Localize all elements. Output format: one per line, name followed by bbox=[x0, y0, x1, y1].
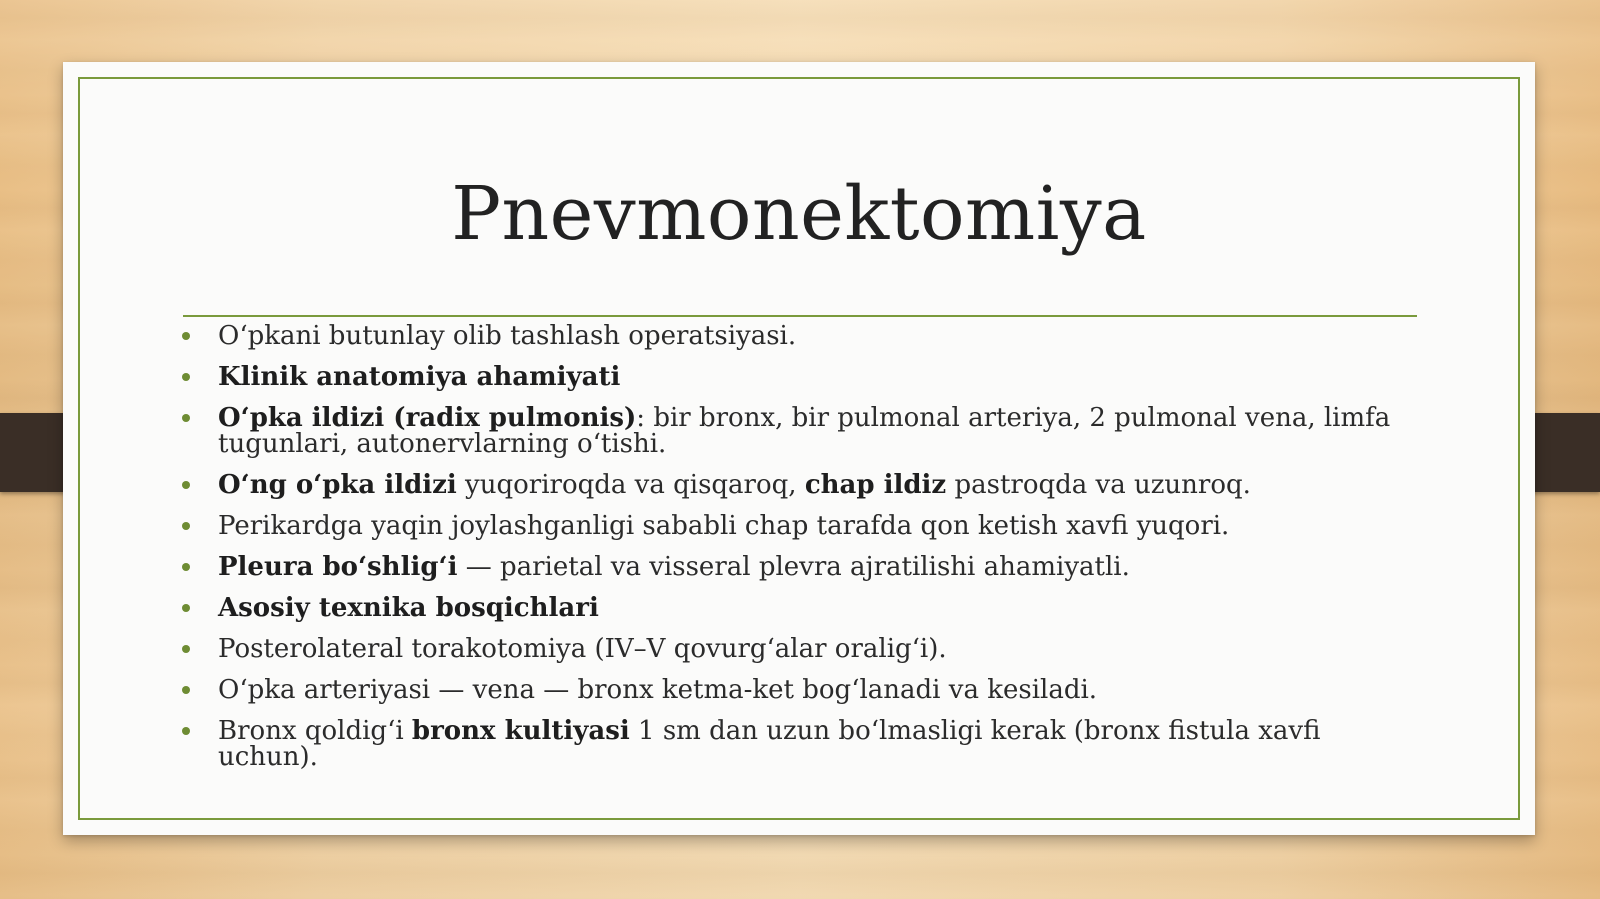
bullet-bold-text: chap ildiz bbox=[804, 470, 947, 500]
bullet-item bbox=[218, 405, 1418, 457]
bullet-item bbox=[218, 677, 1418, 703]
bullet-text: Bronx qoldig‘i bbox=[218, 716, 412, 746]
bullet-dot-icon bbox=[182, 414, 190, 422]
title-divider bbox=[183, 315, 1417, 317]
bullet-text: Posterolateral torakotomiya (IV–V qovurg‘alar oralig‘i). bbox=[218, 634, 947, 664]
bullet-bold-text: Klinik anatomiya ahamiyati bbox=[218, 362, 621, 392]
bullet-item bbox=[218, 554, 1418, 580]
bullet-bold-text: bronx kultiyasi bbox=[411, 716, 630, 746]
bullet-dot-icon bbox=[182, 522, 190, 530]
bullet-dot-icon bbox=[182, 563, 190, 571]
bullet-bold-text: O‘ng o‘pka ildizi bbox=[218, 470, 457, 500]
bullet-list bbox=[218, 323, 1418, 770]
bullet-item bbox=[218, 636, 1418, 662]
bullet-item bbox=[218, 513, 1418, 539]
bullet-dot-icon bbox=[182, 332, 190, 340]
bullet-dot-icon bbox=[182, 481, 190, 489]
bullet-item bbox=[218, 472, 1418, 498]
bullet-dot-icon bbox=[182, 645, 190, 653]
bullet-text: pastroqda va uzunroq. bbox=[946, 470, 1251, 500]
bullet-text: — parietal va visseral plevra ajratilishi ahamiyatli. bbox=[457, 552, 1130, 582]
bullet-bold-text: Pleura bo‘shlig‘i bbox=[218, 552, 458, 582]
bullet-item bbox=[218, 718, 1418, 770]
bullet-bold-text: O‘pka ildizi (radix pulmonis) bbox=[218, 403, 637, 433]
bullet-dot-icon bbox=[182, 686, 190, 694]
bullet-dot-icon bbox=[182, 727, 190, 735]
bullet-text: 1 sm dan uzun bo‘lmasligi kerak (bronx fistula xavfi uchun). bbox=[218, 716, 1321, 772]
bullet-text: O‘pkani butunlay olib tashlash operatsiyasi. bbox=[218, 321, 797, 351]
bullet-item bbox=[218, 364, 1418, 390]
bullet-text: yuqoriroqda va qisqaroq, bbox=[456, 470, 805, 500]
bullet-dot-icon bbox=[182, 604, 190, 612]
bullet-dot-icon bbox=[182, 373, 190, 381]
bullet-text: : bir bronx, bir pulmonal arteriya, 2 pulmonal vena, limfa tugunlari, autonervlarning o‘tishi. bbox=[218, 403, 1391, 459]
slide-title: Pnevmonektomiya bbox=[451, 171, 1147, 257]
bullet-text: Perikardga yaqin joylashganligi sababli chap tarafda qon ketish xavfi yuqori. bbox=[218, 511, 1230, 541]
bullet-item bbox=[218, 595, 1418, 621]
bullet-bold-text: Asosiy texnika bosqichlari bbox=[218, 593, 599, 623]
slide-card bbox=[63, 62, 1535, 835]
bullet-item bbox=[218, 323, 1418, 349]
bullet-text: O‘pka arteriyasi — vena — bronx ketma-ket bog‘lanadi va kesiladi. bbox=[218, 675, 1098, 705]
